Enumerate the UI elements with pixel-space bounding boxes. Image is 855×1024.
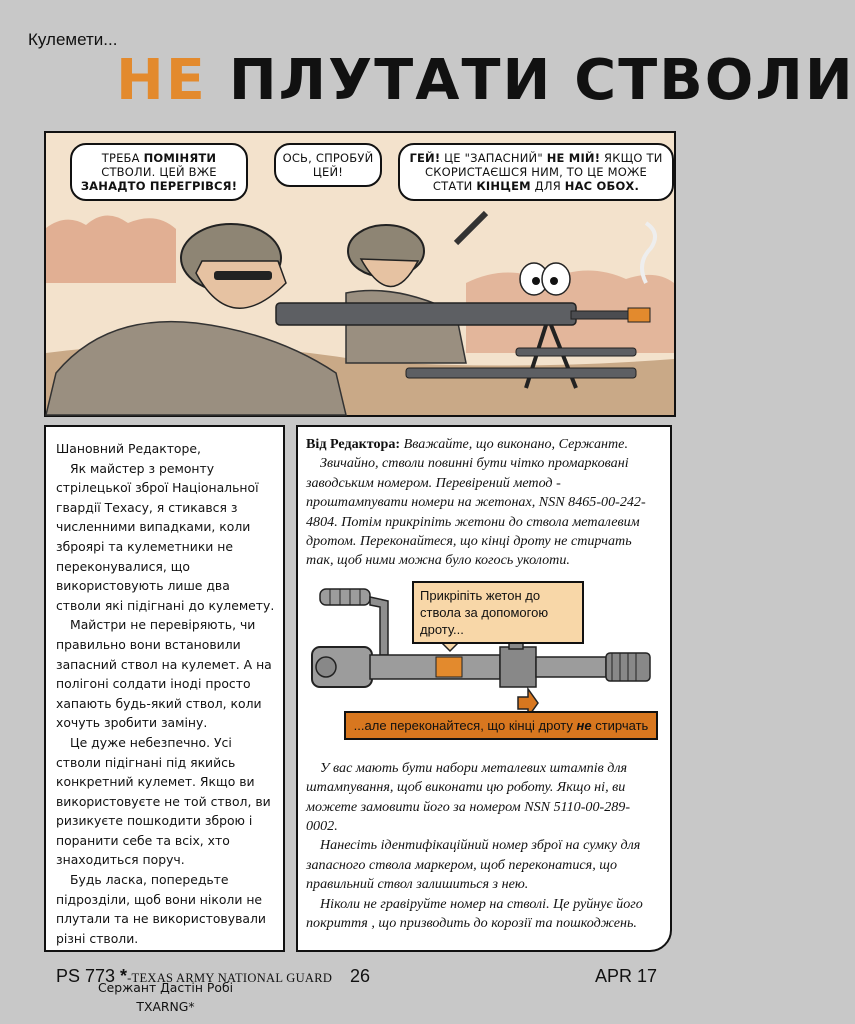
issue-date: APR 17 <box>595 966 658 986</box>
bubble3-text-f: ДЛЯ <box>530 179 565 193</box>
callout-attach-tag: Прикріпіть жетон до ствола за допомогою дроту... <box>412 581 584 644</box>
footer-issue <box>56 966 332 987</box>
bubble3-emph-1: ГЕЙ! <box>409 151 441 165</box>
callout2-emph: не <box>576 717 592 733</box>
callout2-text-a: ...але переконайтеся, що кінці дроту <box>353 717 577 733</box>
footer-ps: PS 773 <box>56 966 121 986</box>
editor-paragraph: Ніколи не гравіруйте номер на стволі. Це руйнує його покриття , що призводить до корозії та пошкоджень. <box>306 895 643 932</box>
kicker: Кулемети... <box>28 30 118 49</box>
editor-lead: Від Редактора: <box>306 436 401 452</box>
letter-paragraph: Майстри не перевіряють, чи правильно вони встановили запасний ствол на кулемет. А на полігоні солдати іноді просто хапають будь-який ствол, коли хочуть зробити заміну. <box>56 617 272 731</box>
bubble1-text-a: ТРЕБА <box>101 151 144 165</box>
footer-star: * <box>120 966 128 986</box>
editor-paragraph: У вас мають бути набори металевих штампів для штампування, щоб виконати цю роботу. Якщо ні, ви можете замовити його за номером NSN 5110-00-289-0002. <box>306 759 631 835</box>
editor-paragraph: Звичайно, стволи повинні бути чітко промарковані заводським номером. Перевірений метод - проштампувати номери на жетонах, NSN 8465-00-242-4804. Потім прикріпіть жетони до ствола металевим дротом. Переконайтеся, що кінці дроту не стирчать так, щоб ними можна було когось уколоти. <box>306 455 646 569</box>
letter-paragraph: Як майстер з ремонту стрілецької зброї Національної гвардії Техасу, я стикався з численними випадками, коли зброярі та кулеметники не переконувалися, що використовують лише два стволи які підігнані до кулемету. <box>56 460 275 613</box>
title-rest: ПЛУТАТИ СТВОЛИ <box>228 48 855 113</box>
bubble1-emph-1: ПОМІНЯТИ <box>143 151 217 165</box>
letter-salutation: Шановний Редакторе, <box>56 441 201 456</box>
speech-bubble-1 <box>70 143 248 201</box>
editor-intro-text: Вважайте, що виконано, Сержанте. <box>400 436 628 452</box>
footer-unit: -TEXAS ARMY NATIONAL GUARD <box>127 971 333 985</box>
speech-bubble-2: ОСЬ, СПРОБУЙ ЦЕЙ! <box>274 143 382 187</box>
letter-paragraph: Це дуже небезпечно. Усі стволи підігнані під якийсь конкретний кулемет. Якщо ви використовуєте не той ствол, ви ризикуєте пошкодити зброю і поранити себе та всіх, хто знаходиться поруч. <box>56 734 271 868</box>
comic-panel <box>44 131 676 417</box>
bubble3-emph-2: НЕ МІЙ! <box>546 151 601 165</box>
page-number: 26 <box>350 966 371 986</box>
editor-reply <box>296 425 672 952</box>
bubble3-emph-4: НАС ОБОХ. <box>564 179 640 193</box>
bubble3-text-b: ЦЕ "ЗАПАСНИЙ" <box>440 151 547 165</box>
callout-wire-ends <box>344 711 658 740</box>
speech-bubble-3 <box>398 143 674 201</box>
signature-name: Сержант Дастін Робі <box>97 980 234 996</box>
barrel-figure <box>306 577 660 749</box>
title-emphasis: НЕ <box>116 48 207 113</box>
callout2-text-c: стирчать <box>591 717 649 733</box>
signature-unit: TXARNG* <box>136 999 195 1015</box>
bubble1-text-c: СТВОЛИ. ЦЕЙ ВЖЕ <box>101 165 217 179</box>
bubble3-text-d: ЯКЩО ТИ СКОРИСТАЄШСЯ НИМ, ТО ЦЕ МОЖЕ СТАТИ <box>425 151 663 193</box>
editor-paragraph: Нанесіть ідентифікаційний номер зброї на сумку для запасного ствола маркером, щоб переконатися, що правильний ствол залишиться з нею. <box>306 837 641 893</box>
bubble1-emph-2: ЗАНАДТО ПЕРЕГРІВСЯ! <box>80 179 238 193</box>
bubble3-emph-3: КІНЦЕМ <box>476 179 531 193</box>
letter-paragraph: Будь ласка, попередьте підрозділи, щоб вони ніколи не плутали та не використовували різні стволи. <box>56 872 266 946</box>
page-title <box>116 46 855 116</box>
editor-intro <box>306 435 660 454</box>
